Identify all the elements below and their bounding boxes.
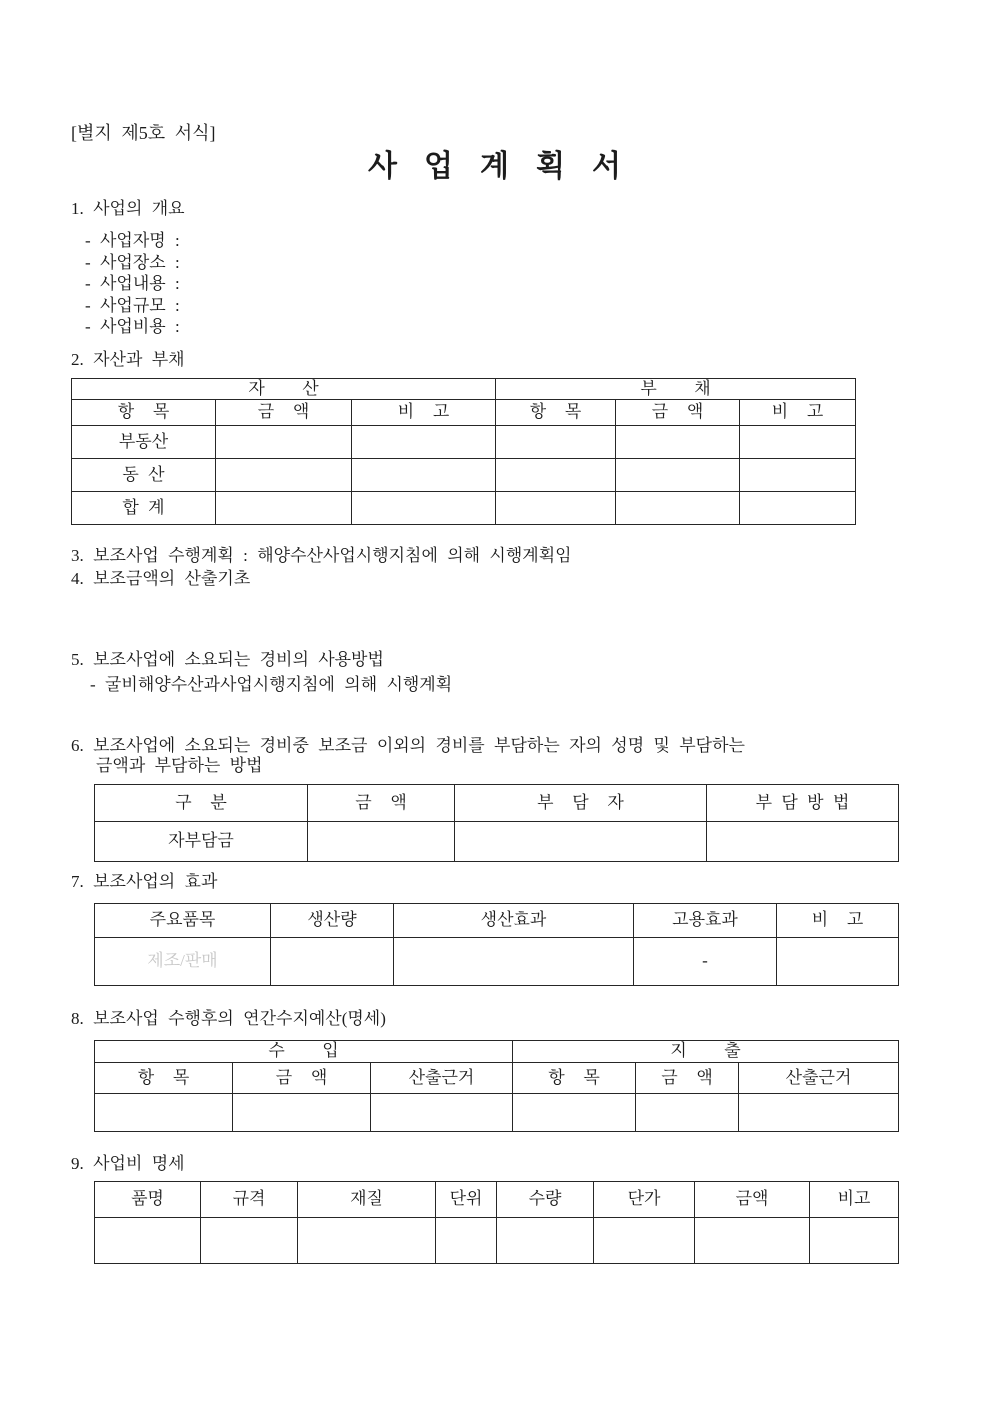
col-header-spec: 규격 <box>201 1181 298 1217</box>
section-6-heading-line2: 금액과 부담하는 방법 <box>96 755 263 775</box>
col-header-item: 항 목 <box>95 1062 233 1093</box>
empty-cell <box>455 821 707 861</box>
row-label: 동 산 <box>72 458 216 491</box>
col-header-item-name: 품명 <box>95 1181 201 1217</box>
table-header-row <box>95 784 899 821</box>
empty-cell <box>216 491 352 524</box>
col-header-material: 재질 <box>298 1181 436 1217</box>
section-1-heading: 1. 사업의 개요 <box>71 199 185 218</box>
col-header-note: 비 고 <box>777 903 899 937</box>
effects-table <box>94 903 899 986</box>
empty-cell <box>394 937 634 985</box>
empty-cell <box>740 491 856 524</box>
col-header-unit-price: 단가 <box>594 1181 695 1217</box>
empty-cell <box>594 1217 695 1263</box>
row-label: 제조/판매 <box>95 937 271 985</box>
overview-item-content: - 사업내용 : <box>85 274 180 293</box>
col-header-amount: 금 액 <box>216 399 352 425</box>
empty-cell <box>707 821 899 861</box>
section-9-heading: 9. 사업비 명세 <box>71 1153 185 1173</box>
empty-cell <box>739 1093 899 1131</box>
col-header-amount: 금 액 <box>233 1062 371 1093</box>
table-group-header-row <box>95 1040 899 1062</box>
col-header-note: 비고 <box>810 1181 899 1217</box>
empty-cell <box>371 1093 513 1131</box>
table-row <box>95 1093 899 1131</box>
row-label: 자부담금 <box>95 821 308 861</box>
empty-cell <box>496 458 616 491</box>
burden-table <box>94 784 899 862</box>
group-header-income: 수 입 <box>95 1040 513 1062</box>
table-row-movables <box>72 458 856 491</box>
section-4-heading: 4. 보조금액의 산출기초 <box>71 568 251 588</box>
row-label: 합 계 <box>72 491 216 524</box>
empty-cell <box>496 491 616 524</box>
empty-cell <box>233 1093 371 1131</box>
table-row-self-funding <box>95 821 899 861</box>
empty-cell <box>616 458 740 491</box>
empty-cell <box>216 458 352 491</box>
empty-cell <box>513 1093 636 1131</box>
table-header-row <box>95 1062 899 1093</box>
section-7-heading: 7. 보조사업의 효과 <box>71 871 218 891</box>
table-row <box>95 1217 899 1263</box>
empty-cell <box>777 937 899 985</box>
empty-cell <box>740 425 856 458</box>
empty-cell <box>616 491 740 524</box>
table-group-header-row <box>72 378 856 399</box>
empty-cell <box>436 1217 497 1263</box>
col-header-production: 생산량 <box>271 903 394 937</box>
overview-list <box>71 230 922 338</box>
table-header-row <box>95 903 899 937</box>
table-row-manufacture-sales <box>95 937 899 985</box>
empty-cell <box>810 1217 899 1263</box>
col-header-item: 항 목 <box>496 399 616 425</box>
empty-cell <box>352 425 496 458</box>
empty-cell <box>496 425 616 458</box>
overview-item-scale: - 사업규모 : <box>85 295 180 315</box>
table-row-real-estate <box>72 425 856 458</box>
col-header-amount: 금 액 <box>636 1062 739 1093</box>
section-3-heading: 3. 보조사업 수행계획 : 해양수산사업시행지침에 의해 시행계획임 <box>71 545 572 565</box>
col-header-amount: 금액 <box>695 1181 810 1217</box>
group-header-liabilities: 부 채 <box>496 378 856 399</box>
col-header-quantity: 수량 <box>497 1181 594 1217</box>
col-header-amount: 금 액 <box>308 784 455 821</box>
col-header-note: 비 고 <box>352 399 496 425</box>
section-2-heading: 2. 자산과 부채 <box>71 349 185 369</box>
overview-item-cost: - 사업비용 : <box>85 317 180 336</box>
col-header-production-effect: 생산효과 <box>394 903 634 937</box>
empty-cell <box>352 458 496 491</box>
col-header-basis: 산출근거 <box>371 1062 513 1093</box>
empty-cell <box>616 425 740 458</box>
col-header-payer: 부 담 자 <box>455 784 707 821</box>
col-header-main-item: 주요품목 <box>95 903 271 937</box>
employment-effect-value: - <box>634 937 777 985</box>
row-label: 부동산 <box>72 425 216 458</box>
col-header-method: 부 담 방 법 <box>707 784 899 821</box>
empty-cell <box>95 1217 201 1263</box>
annual-budget-table <box>94 1040 899 1132</box>
section-6-heading-line1: 6. 보조사업에 소요되는 경비중 보조금 이외의 경비를 부담하는 자의 성명 및 부담하는 <box>71 735 745 755</box>
col-header-note: 비 고 <box>740 399 856 425</box>
section-5-note: - 굴비해양수산과사업시행지침에 의해 시행계획 <box>90 674 453 694</box>
section-5-heading: 5. 보조사업에 소요되는 경비의 사용방법 <box>71 649 384 669</box>
col-header-unit: 단위 <box>436 1181 497 1217</box>
group-header-expenditure: 지 출 <box>513 1040 899 1062</box>
table-header-row <box>72 399 856 425</box>
group-header-assets: 자 산 <box>72 378 496 399</box>
col-header-amount: 금 액 <box>616 399 740 425</box>
empty-cell <box>308 821 455 861</box>
empty-cell <box>695 1217 810 1263</box>
empty-cell <box>201 1217 298 1263</box>
empty-cell <box>497 1217 594 1263</box>
col-header-basis: 산출근거 <box>739 1062 899 1093</box>
overview-item-location: - 사업장소 : <box>85 252 180 272</box>
form-label: [별지 제5호 서식] <box>71 123 216 143</box>
empty-cell <box>352 491 496 524</box>
assets-liabilities-table <box>71 378 856 525</box>
col-header-category: 구 분 <box>95 784 308 821</box>
empty-cell <box>740 458 856 491</box>
col-header-item: 항 목 <box>513 1062 636 1093</box>
empty-cell <box>298 1217 436 1263</box>
empty-cell <box>95 1093 233 1131</box>
overview-item-name: - 사업자명 : <box>85 231 180 250</box>
cost-detail-table <box>94 1181 899 1264</box>
table-row-total <box>72 491 856 524</box>
empty-cell <box>271 937 394 985</box>
empty-cell <box>636 1093 739 1131</box>
col-header-employment-effect: 고용효과 <box>634 903 777 937</box>
page-title: 사 업 계 획 서 <box>368 150 625 183</box>
col-header-item: 항 목 <box>72 399 216 425</box>
table-header-row <box>95 1181 899 1217</box>
empty-cell <box>216 425 352 458</box>
section-8-heading: 8. 보조사업 수행후의 연간수지예산(명세) <box>71 1008 386 1028</box>
